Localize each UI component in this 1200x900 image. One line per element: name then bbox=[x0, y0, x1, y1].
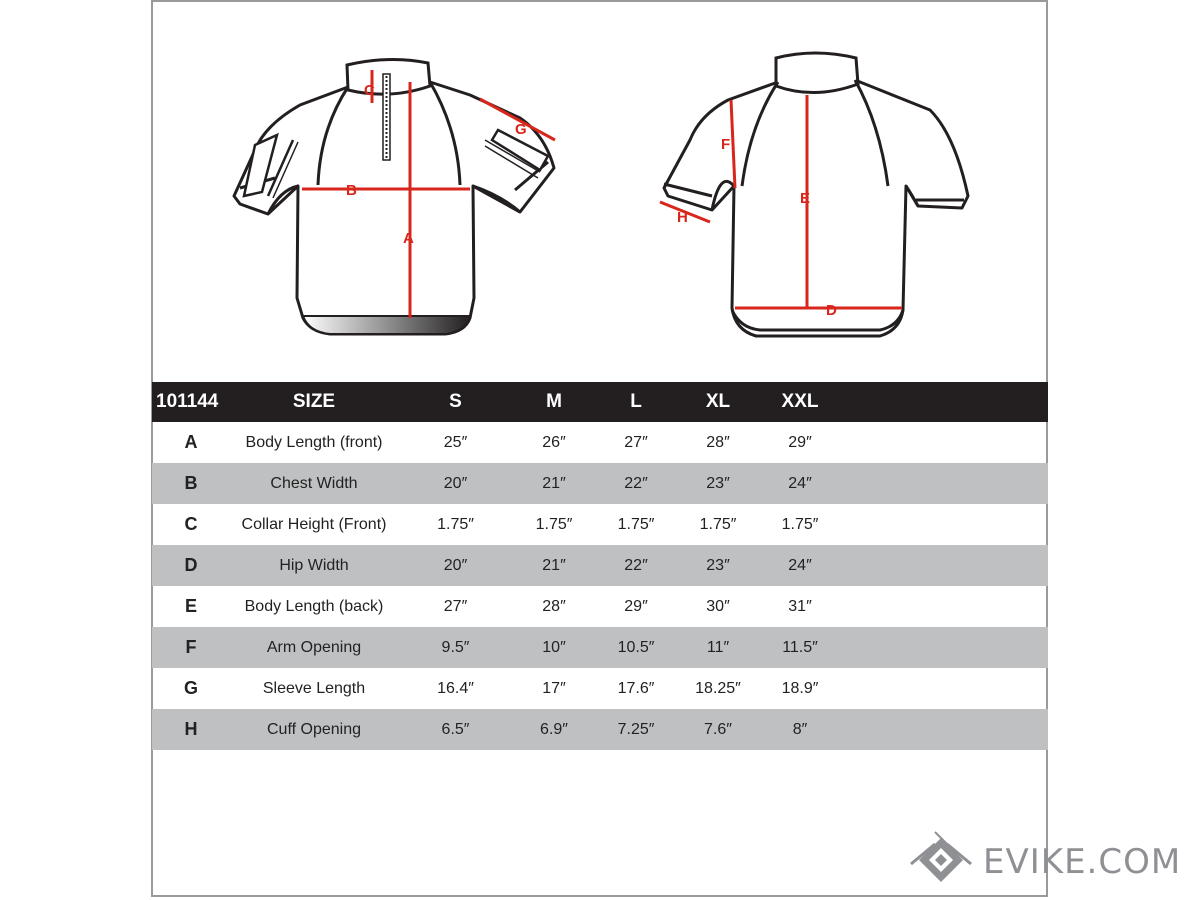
measure-value-s: 20″ bbox=[398, 545, 513, 586]
table-row bbox=[152, 627, 1048, 668]
table-row bbox=[152, 586, 1048, 627]
measure-value-xxl: 11.5″ bbox=[759, 627, 841, 668]
row-spacer bbox=[841, 422, 1048, 463]
size-header: SIZE bbox=[230, 382, 398, 422]
measure-value-xxl: 18.9″ bbox=[781, 679, 819, 697]
row-spacer bbox=[841, 668, 1048, 709]
measure-value-xxl: 24″ bbox=[759, 545, 841, 586]
measure-name: Body Length (back) bbox=[244, 597, 384, 615]
measure-value-m: 10″ bbox=[513, 627, 595, 668]
label-h: H bbox=[677, 209, 688, 226]
measure-value-xl: 1.75″ bbox=[699, 515, 737, 533]
measure-value-xl: 7.6″ bbox=[677, 709, 759, 750]
measure-value-m: 26″ bbox=[542, 433, 566, 451]
measure-value-xl: 11″ bbox=[677, 627, 759, 668]
evike-logo bbox=[905, 830, 1185, 890]
evike-logo-text: EVIKE.COM bbox=[983, 842, 1182, 882]
size-xl-header: XL bbox=[677, 382, 759, 422]
measure-value-s: 6.5″ bbox=[398, 709, 513, 750]
measure-letter: G bbox=[183, 678, 198, 698]
row-spacer bbox=[841, 545, 1048, 586]
measure-value-l: 10.5″ bbox=[595, 627, 677, 668]
back-shirt-outline bbox=[664, 80, 968, 336]
measure-value-xl: 23″ bbox=[677, 463, 759, 504]
measure-value-s: 25″ bbox=[443, 433, 468, 451]
size-l-header: L bbox=[595, 382, 677, 422]
measure-value-l: 29″ bbox=[624, 597, 648, 615]
measure-letter: F bbox=[152, 627, 230, 668]
measure-value-xl: 23″ bbox=[677, 545, 759, 586]
measure-value-l: 27″ bbox=[624, 433, 648, 451]
measure-letter: C bbox=[184, 514, 198, 534]
label-c: C bbox=[364, 82, 375, 99]
front-shirt-outline bbox=[234, 82, 554, 334]
measure-value-l: 17.6″ bbox=[617, 679, 655, 697]
measure-value-l: 22″ bbox=[595, 545, 677, 586]
table-row bbox=[152, 504, 1048, 545]
measure-name: Body Length (front) bbox=[245, 433, 383, 451]
size-table bbox=[152, 382, 1048, 750]
measure-value-s: 16.4″ bbox=[437, 679, 474, 697]
measure-letter: E bbox=[184, 596, 197, 616]
shirt-diagram bbox=[0, 0, 1200, 380]
measure-letter: D bbox=[152, 545, 230, 586]
table-row bbox=[152, 709, 1048, 750]
table-row bbox=[152, 463, 1048, 504]
measure-value-xxl: 1.75″ bbox=[781, 515, 819, 533]
measure-value-m: 1.75″ bbox=[535, 515, 573, 533]
measure-name: Cuff Opening bbox=[230, 709, 398, 750]
measure-letter: B bbox=[152, 463, 230, 504]
row-spacer bbox=[841, 627, 1048, 668]
measure-value-m: 6.9″ bbox=[513, 709, 595, 750]
measure-value-m: 17″ bbox=[542, 679, 566, 697]
table-row bbox=[152, 545, 1048, 586]
measure-name: Collar Height (Front) bbox=[241, 515, 387, 533]
measure-value-s: 20″ bbox=[398, 463, 513, 504]
measure-value-s: 1.75″ bbox=[437, 515, 474, 533]
size-xxl-header: XXL bbox=[759, 382, 841, 422]
row-spacer bbox=[841, 586, 1048, 627]
header-spacer bbox=[841, 382, 1048, 422]
size-m-header: M bbox=[513, 382, 595, 422]
front-hem-band bbox=[303, 316, 470, 334]
measure-name: Arm Opening bbox=[230, 627, 398, 668]
measure-value-xxl: 8″ bbox=[759, 709, 841, 750]
measure-value-xl: 28″ bbox=[706, 433, 730, 451]
table-header-row bbox=[152, 382, 1048, 422]
measure-value-xl: 18.25″ bbox=[695, 679, 741, 697]
measure-value-l: 22″ bbox=[595, 463, 677, 504]
label-f: F bbox=[721, 136, 731, 153]
table-row bbox=[152, 668, 1048, 709]
measure-value-m: 21″ bbox=[513, 545, 595, 586]
label-e: E bbox=[800, 190, 811, 207]
label-d: D bbox=[826, 302, 837, 319]
measure-value-m: 28″ bbox=[542, 597, 566, 615]
row-spacer bbox=[841, 504, 1048, 545]
measure-value-l: 7.25″ bbox=[595, 709, 677, 750]
measure-value-xxl: 29″ bbox=[788, 433, 812, 451]
measure-value-xxl: 24″ bbox=[759, 463, 841, 504]
label-a: A bbox=[403, 230, 414, 247]
measure-name: Hip Width bbox=[230, 545, 398, 586]
table-row bbox=[152, 422, 1048, 463]
label-b: B bbox=[346, 182, 357, 199]
measure-name: Sleeve Length bbox=[262, 679, 366, 697]
measure-value-s: 27″ bbox=[443, 597, 468, 615]
measure-value-m: 21″ bbox=[513, 463, 595, 504]
measure-value-l: 1.75″ bbox=[617, 515, 655, 533]
measure-value-xxl: 31″ bbox=[788, 597, 812, 615]
size-s-header: S bbox=[398, 382, 513, 422]
row-spacer bbox=[841, 709, 1048, 750]
measure-name: Chest Width bbox=[230, 463, 398, 504]
back-collar bbox=[776, 53, 858, 93]
measure-letter: A bbox=[184, 432, 198, 452]
measure-letter: H bbox=[152, 709, 230, 750]
row-spacer bbox=[841, 463, 1048, 504]
evike-logo-icon bbox=[905, 830, 975, 890]
product-code: 101144 bbox=[152, 382, 230, 422]
measure-value-s: 9.5″ bbox=[398, 627, 513, 668]
measure-value-xl: 30″ bbox=[706, 597, 730, 615]
label-g: G bbox=[515, 121, 527, 138]
